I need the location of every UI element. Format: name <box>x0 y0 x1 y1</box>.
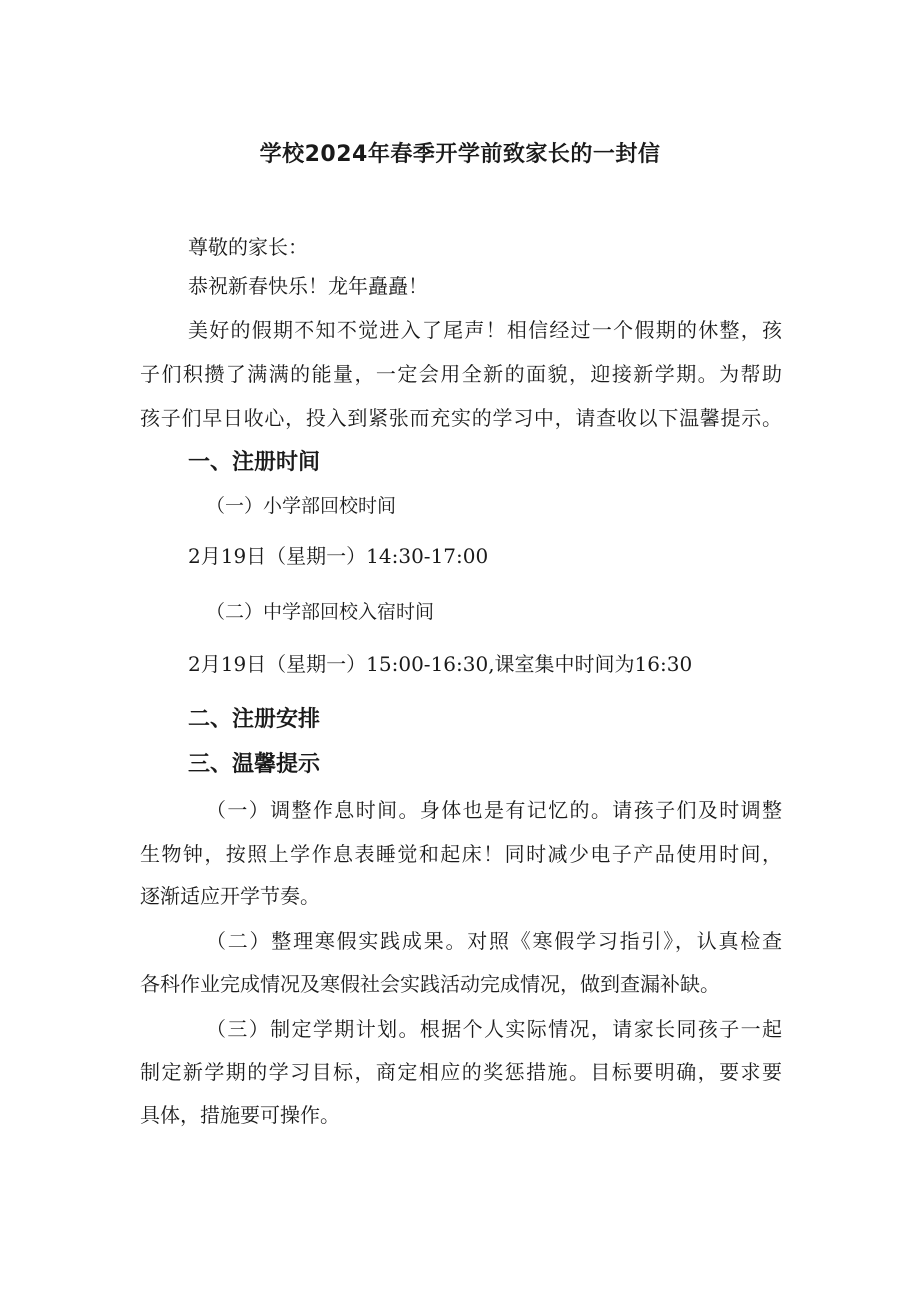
tip3-line-2: 制定新学期的学习目标，商定相应的奖惩措施。目标要明确，要求要 <box>140 1060 782 1084</box>
tip1-line-3: 逐渐适应开学节奏。 <box>140 884 320 908</box>
intro-line-1: 美好的假期不知不觉进入了尾声！相信经过一个假期的休整，孩 <box>188 318 782 342</box>
tip1-line-1: （一）调整作息时间。身体也是有记忆的。请孩子们及时调整 <box>206 798 782 822</box>
document-title: 学校2024年春季开学前致家长的一封信 <box>259 142 661 167</box>
tip2-line-1: （二）整理寒假实践成果。对照《寒假学习指引》，认真检查 <box>206 929 782 953</box>
subheading-secondary-return: （二）中学部回校入宿时间 <box>206 601 435 623</box>
tip1-line-2: 生物钟，按照上学作息表睡觉和起床！同时减少电子产品使用时间， <box>140 842 782 866</box>
tip3-line-3: 具体，措施要可操作。 <box>140 1103 340 1127</box>
salutation: 尊敬的家长： <box>188 235 308 259</box>
intro-line-2: 子们积攒了满满的能量，一定会用全新的面貌，迎接新学期。为帮助 <box>140 362 782 386</box>
greeting: 恭祝新春快乐！龙年矗矗！ <box>188 274 428 298</box>
section-heading-registration-time: 一、注册时间 <box>188 450 321 475</box>
intro-line-3: 孩子们早日收心，投入到紧张而充实的学习中，请查收以下温馨提示。 <box>140 406 782 430</box>
subheading-primary-return: （一）小学部回校时间 <box>206 495 397 517</box>
secondary-return-time: 2月19日（星期一）15:00-16:30,课室集中时间为16:30 <box>188 652 693 676</box>
section-heading-reminders: 三、温馨提示 <box>188 752 321 777</box>
tip2-line-2: 各科作业完成情况及寒假社会实践活动完成情况，做到查漏补缺。 <box>140 972 720 996</box>
section-heading-registration-arrangement: 二、注册安排 <box>188 707 321 732</box>
tip3-line-1: （三）制定学期计划。根据个人实际情况，请家长同孩子一起 <box>206 1017 782 1041</box>
primary-return-time: 2月19日（星期一）14:30-17:00 <box>188 544 489 568</box>
